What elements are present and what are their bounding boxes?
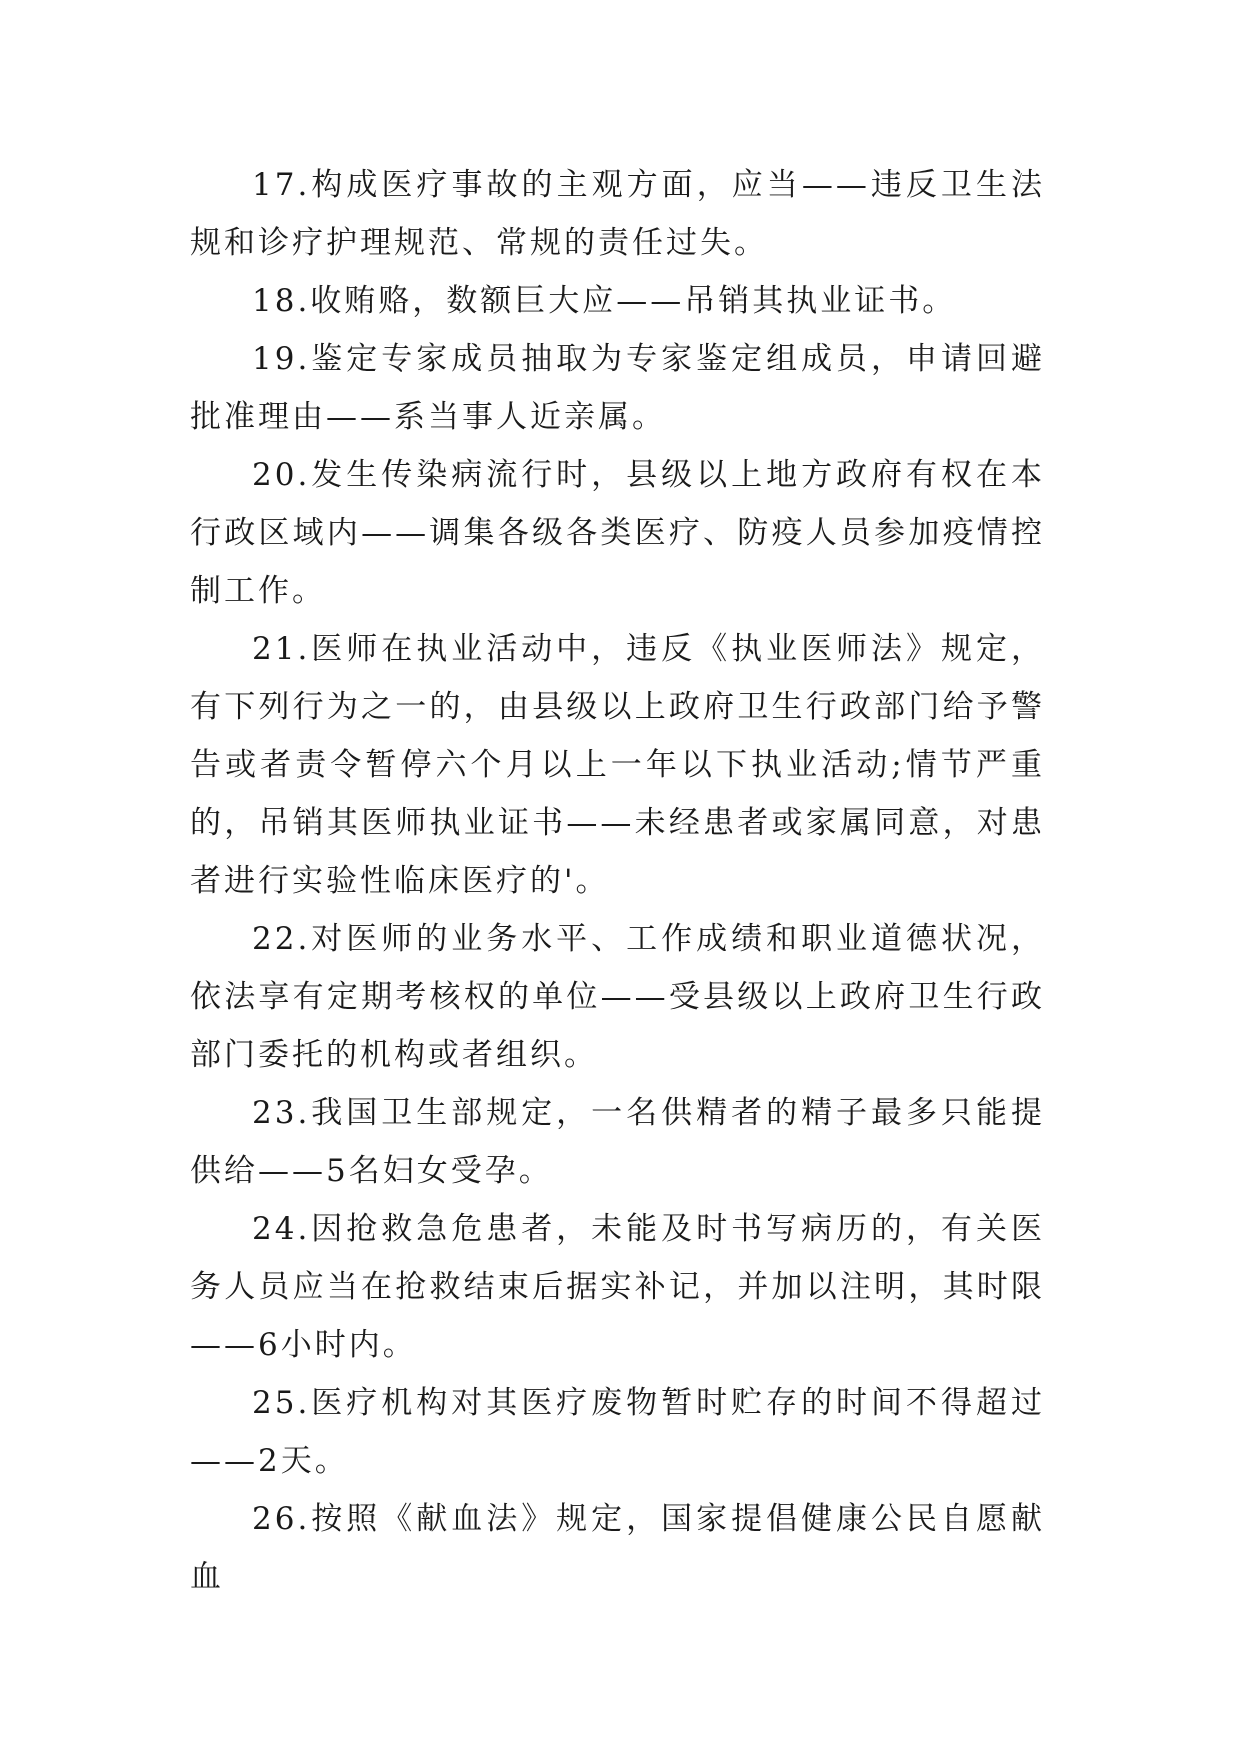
paragraph-26: 26.按照《献血法》规定，国家提倡健康公民自愿献血: [190, 1501, 1045, 1595]
paragraph-19: 19.鉴定专家成员抽取为专家鉴定组成员，申请回避批准理由——系当事人近亲属。: [190, 341, 1045, 435]
paragraph-25: 25.医疗机构对其医疗废物暂时贮存的时间不得超过——2天。: [190, 1385, 1045, 1479]
paragraph-23: 23.我国卫生部规定，一名供精者的精子最多只能提供给——5名妇女受孕。: [190, 1095, 1045, 1189]
paragraph-21: 21.医师在执业活动中，违反《执业医师法》规定，有下列行为之一的，由县级以上政府卫生行政部门给予警告或者责令暂停六个月以上一年以下执业活动;情节严重的，吊销其医师执业证书——未经患者或家属同意，对患者进行实验性临床医疗的'。: [190, 631, 1045, 899]
paragraph-17: 17.构成医疗事故的主观方面，应当——违反卫生法规和诊疗护理规范、常规的责任过失。: [190, 167, 1045, 261]
paragraph-24: 24.因抢救急危患者，未能及时书写病历的，有关医务人员应当在抢救结束后据实补记，并加以注明，其时限——6小时内。: [190, 1211, 1045, 1363]
paragraph-18: 18.收贿赂，数额巨大应——吊销其执业证书。: [252, 283, 957, 319]
document-body: [190, 156, 1045, 1606]
paragraph-22: 22.对医师的业务水平、工作成绩和职业道德状况，依法享有定期考核权的单位——受县级以上政府卫生行政部门委托的机构或者组织。: [190, 921, 1045, 1073]
paragraph-20: 20.发生传染病流行时，县级以上地方政府有权在本行政区域内——调集各级各类医疗、防疫人员参加疫情控制工作。: [190, 457, 1045, 609]
